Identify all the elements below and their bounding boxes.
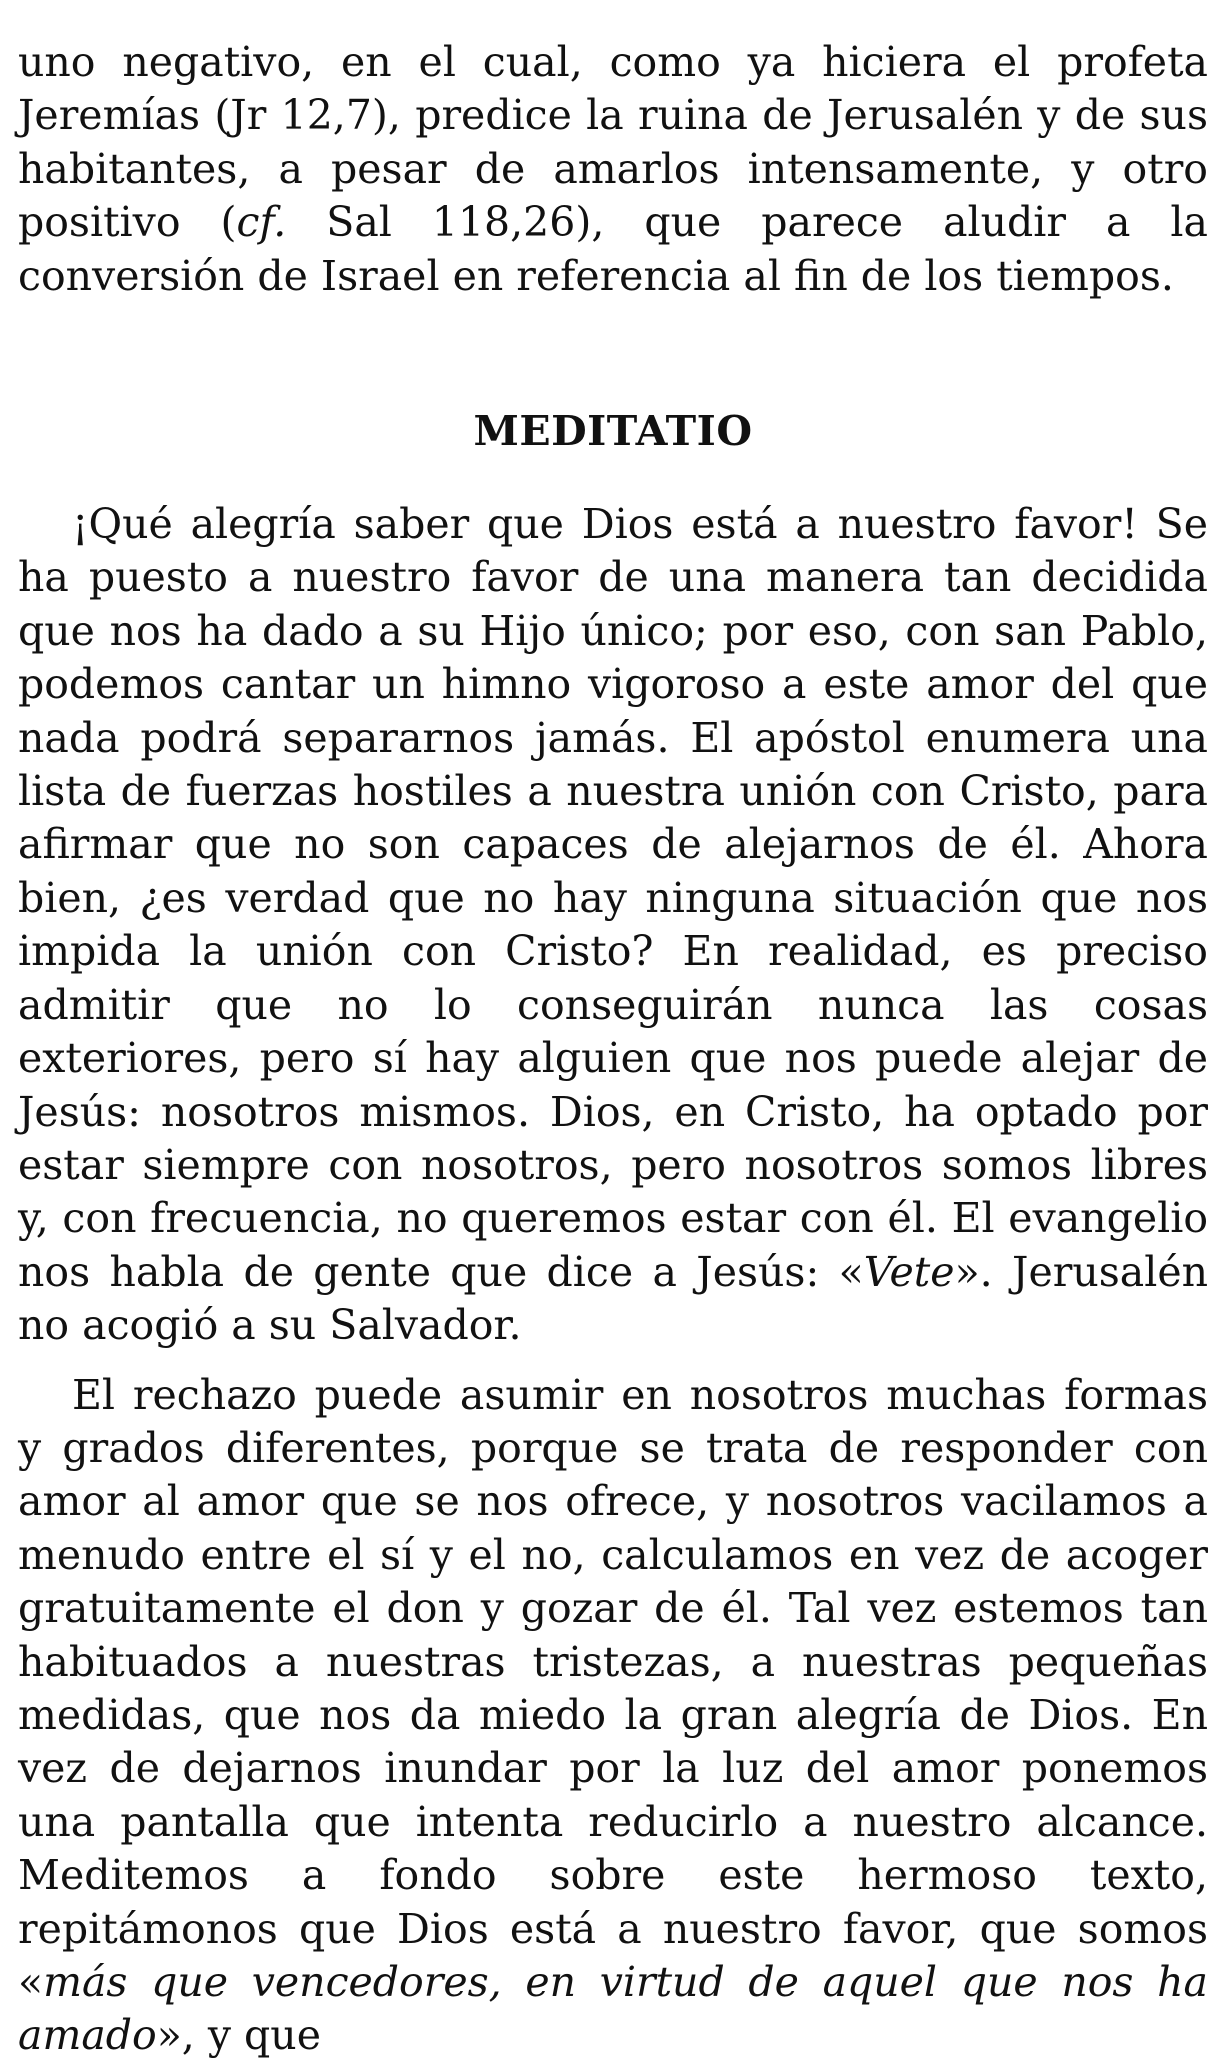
intro-paragraph [18, 36, 1208, 303]
section-heading: MEDITATIO [473, 407, 753, 456]
paragraph-2-quote: más que vencedores, en virtud de aquel que nos ha amado [18, 1958, 1208, 2060]
meditatio-paragraph-2 [18, 1369, 1208, 2063]
paragraph-1-text-part2: ». Jerusalén no acogió a su Salvador. [18, 1247, 1208, 1350]
intro-cf-abbrev: cf. [236, 198, 287, 247]
paragraph-1-text-part1: ¡Qué alegría saber que Dios está a nuestro favor! Se ha puesto a nuestro favor de una manera tan decidida que nos ha dado a su Hijo único; por eso, con san Pablo, podemos cantar un himno vigoroso a este amor del que nada podrá separarnos jamás. El apóstol enumera una lista de fuerzas hostiles a nuestra unión con Cristo, para afirmar que no son capaces de alejarnos de él. Ahora bien, ¿es verdad que no hay ninguna situación que nos impida la unión con Cristo? En realidad, es preciso admitir que no lo conseguirán nunca las cosas exteriores, pero sí hay alguien que nos puede alejar de Jesús: nosotros mismos. Dios, en Cristo, ha optado por estar siempre con nosotros, pero nosotros somos libres y, con frecuencia, no queremos estar con él. El evangelio nos habla de gente que dice a Jesús: « [18, 500, 1208, 1296]
meditatio-paragraph-1 [18, 498, 1208, 1353]
document-page [18, 36, 1208, 2063]
paragraph-1-quote: Vete [863, 1247, 955, 1296]
paragraph-2-text-part1: El rechazo puede asumir en nosotros muchas formas y grados diferentes, porque se trata de responder con amor al amor que se nos ofrece, y nosotros vacilamos a menudo entre el sí y el no, calculamos en vez de acoger gratuitamente el don y gozar de él. Tal vez estemos tan habituados a nuestras tristezas, a nuestras pequeñas medidas, que nos da miedo la gran alegría de Dios. En vez de dejarnos inundar por la luz del amor ponemos una pantalla que intenta reducirlo a nuestro alcance. Meditemos a fondo sobre este hermoso texto, repitámonos que Dios está a nuestro favor, que somos « [18, 1370, 1208, 2006]
paragraph-2-text-part2: », y que [156, 2011, 321, 2060]
intro-text-part2: Sal 118,26), que parece aludir a la conversión de Israel en referencia al fin de los tiempos. [18, 198, 1208, 300]
intro-text-part1: uno negativo, en el cual, como ya hiciera el profeta Jeremías (Jr 12,7), predice la ruina de Jerusalén y de sus habitantes, a pesar de amarlos intensamente, y otro positivo ( [18, 38, 1208, 247]
